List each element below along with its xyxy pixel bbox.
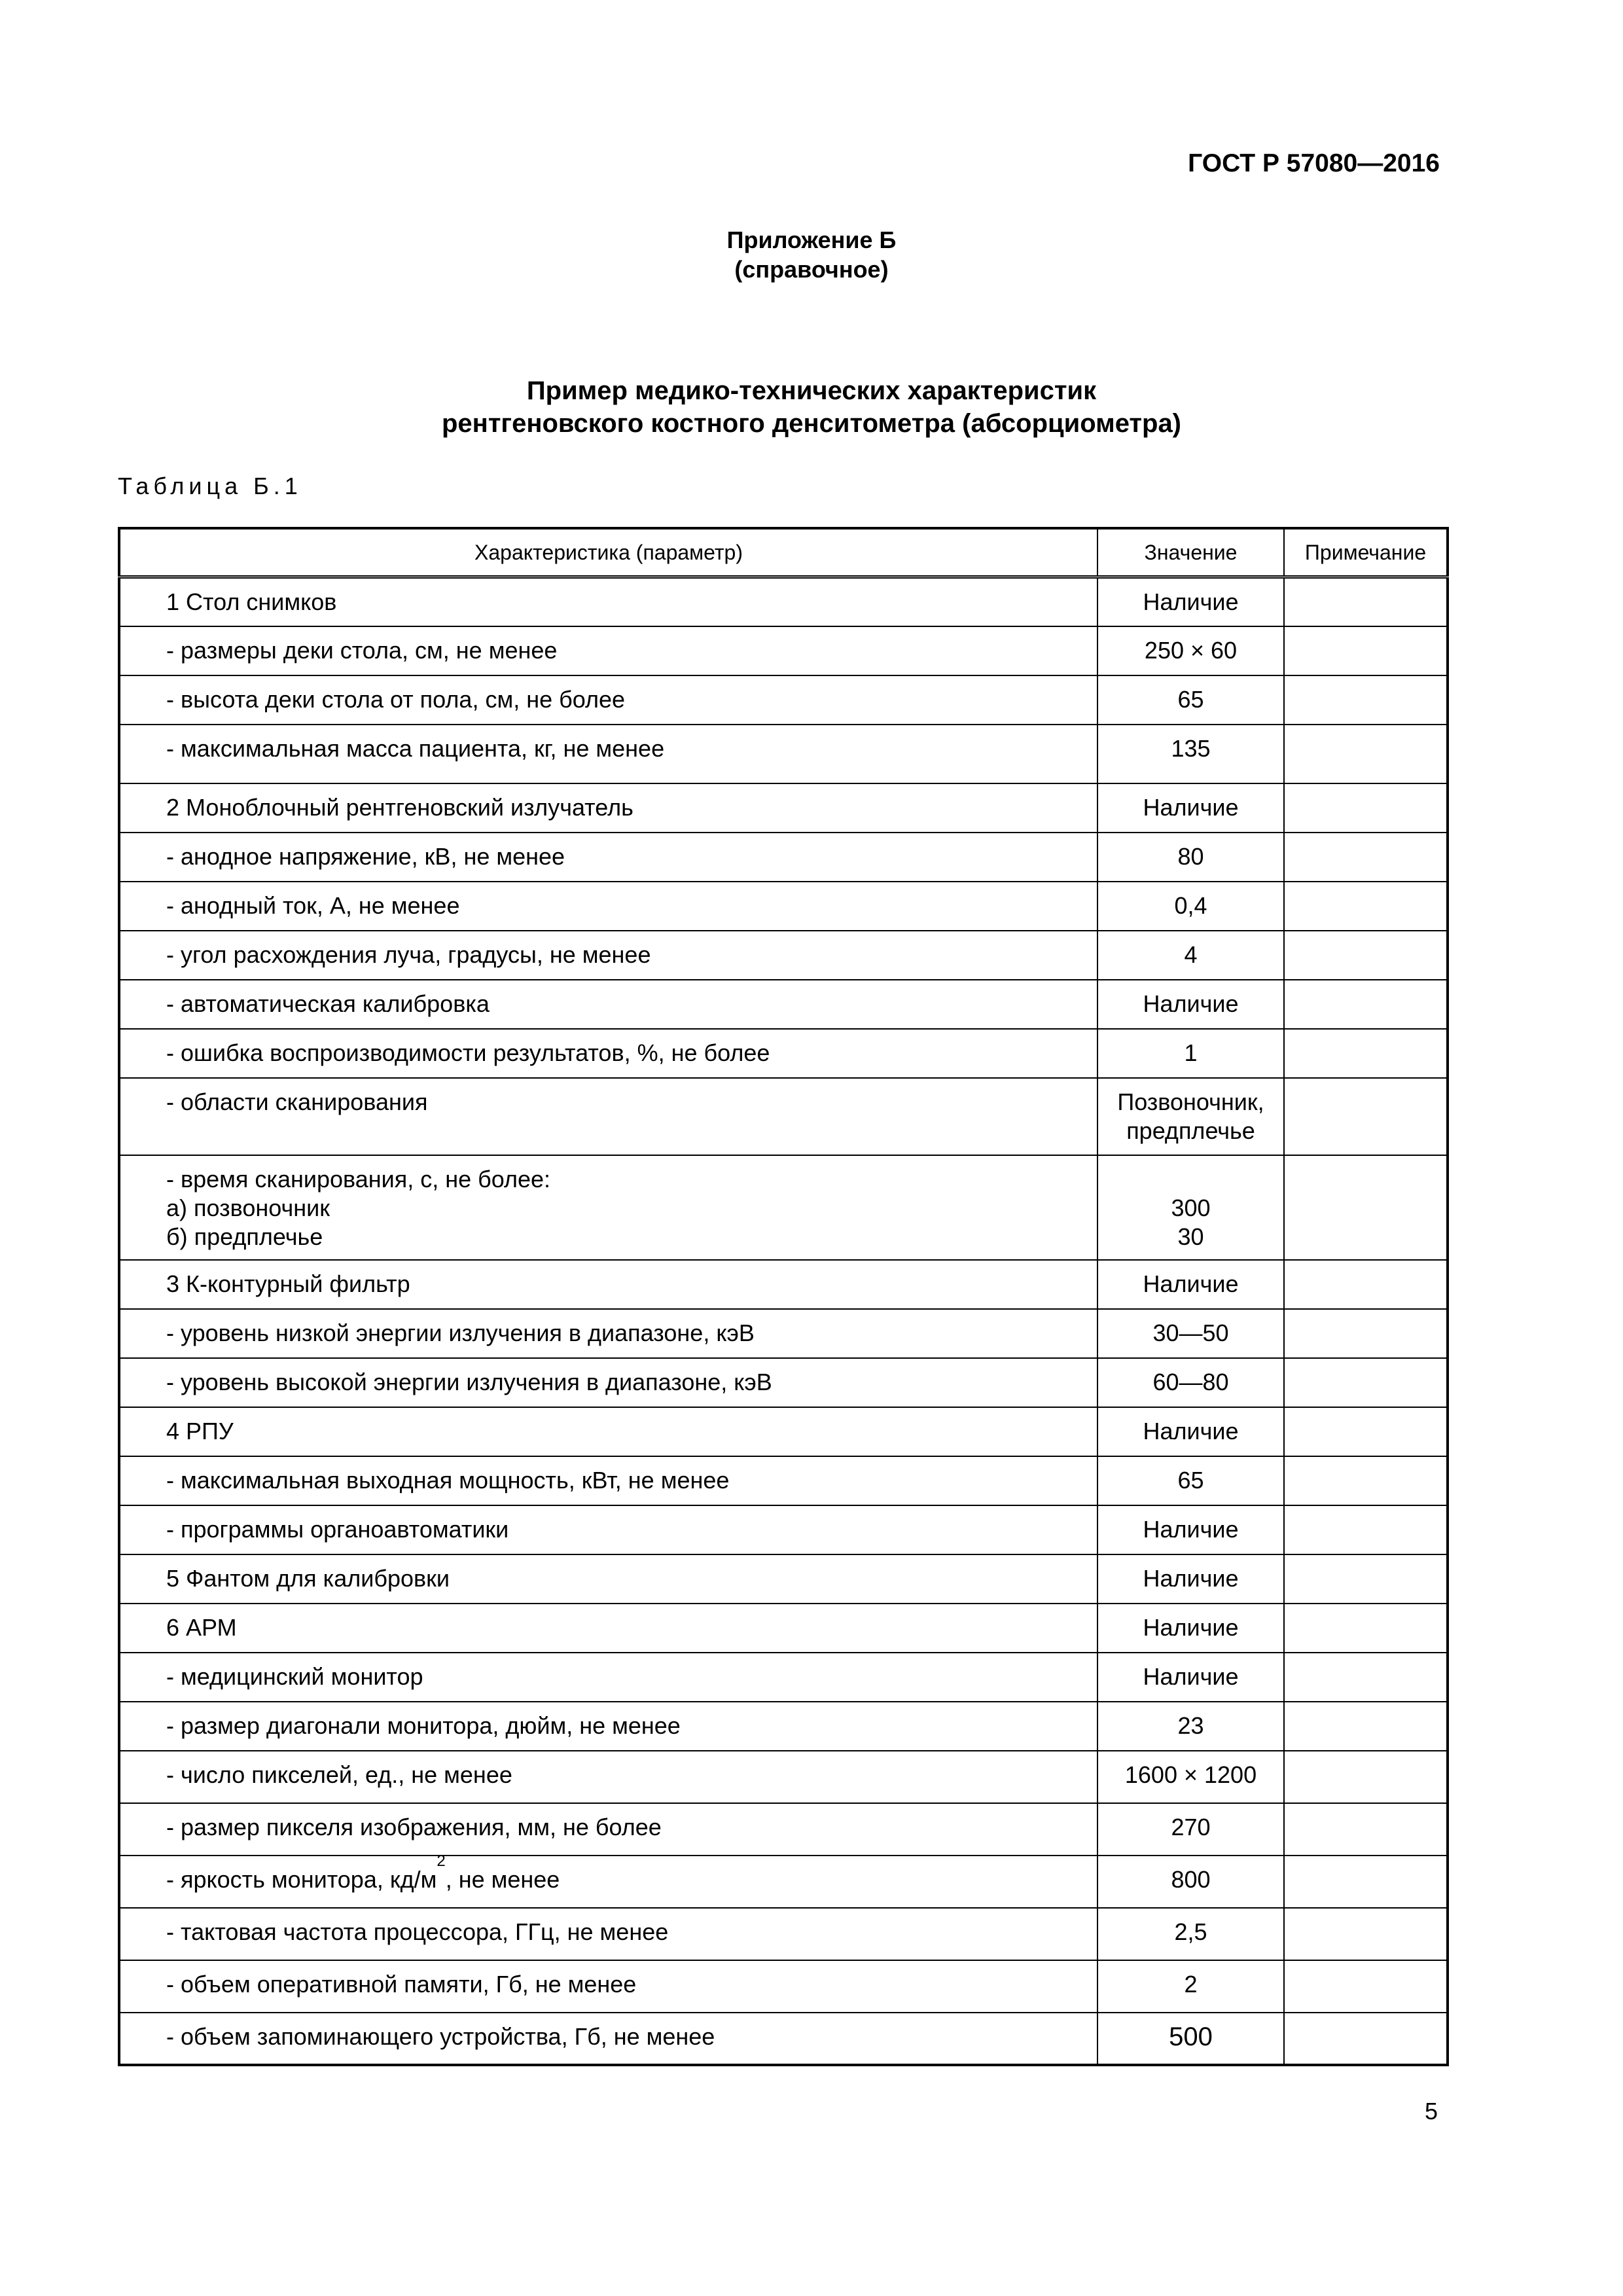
- row-value: 2: [1184, 1970, 1198, 1998]
- row-value: 60—80: [1152, 1368, 1229, 1395]
- appendix-kind: (справочное): [734, 256, 889, 283]
- row-value: 23: [1177, 1712, 1204, 1739]
- row-label: 5 Фантом для калибровки: [166, 1564, 450, 1592]
- row-value: 135: [1171, 734, 1211, 762]
- table-row: [119, 1029, 1448, 1078]
- table-row: [119, 1960, 1448, 2013]
- table-row: [119, 1751, 1448, 1803]
- row-label: - уровень высокой энергии излучения в диапазоне, кэВ: [166, 1368, 772, 1395]
- row-note: [1285, 1751, 1446, 1761]
- header-value: Значение: [1097, 528, 1284, 577]
- header-characteristic: Характеристика (параметр): [119, 528, 1097, 577]
- row-label: - анодное напряжение, кВ, не менее: [166, 842, 565, 870]
- row-value: Наличие: [1143, 793, 1239, 821]
- row-label: 4 РПУ: [166, 1417, 234, 1444]
- standard-id: ГОСТ Р 57080—2016: [1188, 149, 1440, 177]
- table-header-row: [119, 528, 1448, 577]
- table-row: [119, 1604, 1448, 1653]
- row-value: Наличие: [1143, 990, 1239, 1017]
- row-value: Наличие: [1143, 1270, 1239, 1297]
- row-label: - анодный ток, А, не менее: [166, 891, 460, 919]
- document-title-line-1: Пример медико-технических характеристик: [526, 376, 1097, 405]
- row-note: [1285, 579, 1446, 588]
- row-label: - тактовая частота процессора, ГГц, не менее: [166, 1918, 669, 1945]
- row-value: 1: [1184, 1039, 1198, 1066]
- row-label-suffix: , не менее: [445, 1865, 560, 1893]
- row-note: [1285, 1653, 1446, 1662]
- table-row: [119, 1309, 1448, 1358]
- row-note: [1285, 1909, 1446, 1918]
- row-label: 2 Моноблочный рентгеновский излучатель: [166, 793, 633, 821]
- row-label-text: - яркость монитора, кд/м: [166, 1865, 437, 1893]
- row-note: [1285, 1856, 1446, 1865]
- row-value-line-3: 30: [1177, 1223, 1204, 1250]
- row-note: [1285, 1261, 1446, 1270]
- row-label: - число пикселей, ед., не менее: [166, 1761, 512, 1788]
- row-label: - угол расхождения луча, градусы, не менее: [166, 941, 651, 968]
- table-row: [119, 1653, 1448, 1702]
- row-note: [1285, 1702, 1446, 1712]
- table-row: [119, 1856, 1448, 1908]
- row-value-line-1: Позвоночник,: [1117, 1088, 1264, 1115]
- row-label: 6 АРМ: [166, 1613, 237, 1641]
- row-value: 270: [1171, 1813, 1211, 1840]
- appendix-title: Приложение Б: [726, 226, 897, 253]
- table-row: [119, 783, 1448, 833]
- row-label: - максимальная масса пациента, кг, не менее: [166, 734, 665, 762]
- row-value: 80: [1177, 842, 1204, 870]
- row-label: 1 Стол снимков: [166, 588, 337, 615]
- row-note: [1285, 1079, 1446, 1088]
- row-note: [1285, 980, 1446, 990]
- table-row: [119, 1078, 1448, 1155]
- row-value: Наличие: [1143, 1515, 1239, 1543]
- row-label-superscript: 2: [437, 1852, 446, 1870]
- row-value: Наличие: [1143, 1564, 1239, 1592]
- row-value: 250 × 60: [1144, 636, 1238, 664]
- row-label: - уровень низкой энергии излучения в диапазоне, кэВ: [166, 1319, 755, 1346]
- row-note: [1285, 1457, 1446, 1466]
- row-value-line-2: предплечье: [1126, 1117, 1255, 1144]
- table-row: [119, 1803, 1448, 1856]
- row-value: Наличие: [1143, 588, 1239, 615]
- spec-table: [118, 527, 1449, 2066]
- table-row: [119, 577, 1448, 626]
- row-label: - ошибка воспроизводимости результатов, %, не более: [166, 1039, 770, 1066]
- row-note: [1285, 2013, 1446, 2022]
- row-note: [1285, 931, 1446, 941]
- row-label: - размер диагонали монитора, дюйм, не менее: [166, 1712, 681, 1739]
- row-note: [1285, 1506, 1446, 1515]
- row-value-line-2: 300: [1171, 1194, 1211, 1221]
- row-note: [1285, 1804, 1446, 1813]
- row-value: 30—50: [1152, 1319, 1229, 1346]
- row-note: [1285, 627, 1446, 636]
- row-note: [1285, 725, 1446, 734]
- page-number: 5: [1424, 2098, 1438, 2125]
- row-value: 4: [1184, 941, 1198, 968]
- row-note: [1285, 1156, 1446, 1165]
- row-value: 2,5: [1174, 1918, 1207, 1945]
- table-row: [119, 1456, 1448, 1505]
- table-row: [119, 833, 1448, 882]
- row-value: 1600 × 1200: [1124, 1761, 1257, 1788]
- row-value: Наличие: [1143, 1613, 1239, 1641]
- table-row: [119, 1260, 1448, 1309]
- row-label: 3 К-контурный фильтр: [166, 1270, 410, 1297]
- row-label: - максимальная выходная мощность, кВт, не менее: [166, 1466, 730, 1494]
- row-note: [1285, 1961, 1446, 1970]
- row-label: - объем запоминающего устройства, Гб, не менее: [166, 2022, 715, 2050]
- table-row: [119, 675, 1448, 725]
- row-note: [1285, 1359, 1446, 1368]
- appendix-heading: [0, 225, 1623, 284]
- table-row: [119, 1407, 1448, 1456]
- row-note: [1285, 676, 1446, 685]
- table-row: [119, 1358, 1448, 1407]
- row-note: [1285, 833, 1446, 842]
- row-label: - размеры деки стола, см, не менее: [166, 636, 558, 664]
- row-note: [1285, 1030, 1446, 1039]
- table-row: [119, 1505, 1448, 1554]
- row-note: [1285, 1408, 1446, 1417]
- row-note: [1285, 1310, 1446, 1319]
- table-row: [119, 725, 1448, 783]
- row-label-line-1: - время сканирования, с, не более:: [166, 1165, 551, 1193]
- row-value: Наличие: [1143, 1417, 1239, 1444]
- row-label-line-2: а) позвоночник: [166, 1194, 330, 1221]
- row-label: - области сканирования: [166, 1088, 428, 1115]
- row-value: 65: [1177, 685, 1204, 713]
- row-label: - программы органоавтоматики: [166, 1515, 509, 1543]
- table-row: [119, 626, 1448, 675]
- row-value: Наличие: [1143, 1662, 1239, 1690]
- row-value: 800: [1171, 1865, 1211, 1893]
- table-row: [119, 1554, 1448, 1604]
- header-note: Примечание: [1284, 528, 1448, 577]
- row-label: - медицинский монитор: [166, 1662, 423, 1690]
- row-value: 500: [1169, 2022, 1213, 2051]
- row-note: [1285, 1604, 1446, 1613]
- table-row: [119, 1155, 1448, 1260]
- row-note: [1285, 784, 1446, 793]
- table-row: [119, 931, 1448, 980]
- row-label: [166, 1852, 1090, 1894]
- table-row: [119, 2013, 1448, 2065]
- row-note: [1285, 882, 1446, 891]
- row-label: - автоматическая калибровка: [166, 990, 490, 1017]
- row-value: 65: [1177, 1466, 1204, 1494]
- row-value: 0,4: [1174, 891, 1207, 919]
- row-label-line-3: б) предплечье: [166, 1223, 323, 1250]
- document-title-line-2: рентгеновского костного денситометра (абсорциометра): [441, 409, 1182, 438]
- table-row: [119, 1702, 1448, 1751]
- row-label: - высота деки стола от пола, см, не более: [166, 685, 625, 713]
- table-caption: Таблица Б.1: [118, 473, 302, 499]
- table-row: [119, 1908, 1448, 1960]
- row-label: - объем оперативной памяти, Гб, не менее: [166, 1970, 637, 1998]
- table-row: [119, 882, 1448, 931]
- row-label: - размер пикселя изображения, мм, не более: [166, 1813, 662, 1840]
- table-row: [119, 980, 1448, 1029]
- document-title: [0, 374, 1623, 440]
- row-note: [1285, 1555, 1446, 1564]
